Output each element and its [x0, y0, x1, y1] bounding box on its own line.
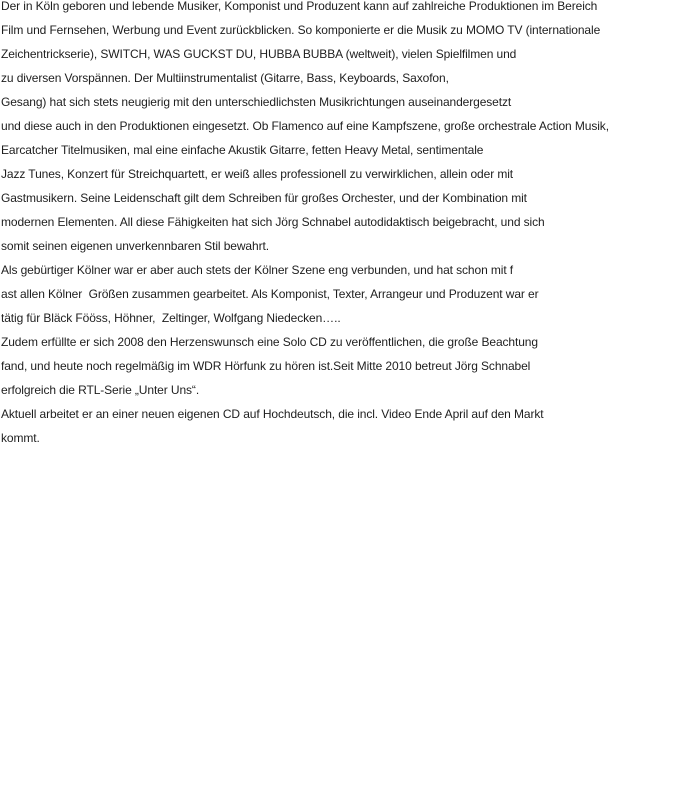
text-line: Gastmusikern. Seine Leidenschaft gilt dem Schreiben für großes Orchester, und der Kombination mit [1, 191, 527, 205]
text-line: Zeichentrickserie), SWITCH, WAS GUCKST DU, HUBBA BUBBA (weltweit), vielen Spielfilmen und [1, 47, 517, 61]
text-line: fand, und heute noch regelmäßig im WDR Hörfunk zu hören ist.Seit Mitte 2010 betreut Jörg Schnabel [1, 359, 531, 373]
text-line: und diese auch in den Produktionen eingesetzt. Ob Flamenco auf eine Kampfszene, große orchestrale Action Musik, [1, 119, 609, 133]
text-line: Earcatcher Titelmusiken, mal eine einfache Akustik Gitarre, fetten Heavy Metal, sentimentale [1, 143, 484, 157]
text-line: Zudem erfüllte er sich 2008 den Herzenswunsch eine Solo CD zu veröffentlichen, die große Beachtung [1, 335, 538, 349]
text-line: Film und Fernsehen, Werbung und Event zurückblicken. So komponierte er die Musik zu MOMO TV (internationale [1, 23, 601, 37]
text-line: Gesang) hat sich stets neugierig mit den unterschiedlichsten Musikrichtungen auseinandergesetzt [1, 95, 512, 109]
text-line: somit seinen eigenen unverkennbaren Stil bewahrt. [1, 239, 269, 253]
text-line: Als gebürtiger Kölner war er aber auch stets der Kölner Szene eng verbunden, und hat schon mit f [1, 263, 514, 277]
text-line: Jazz Tunes, Konzert für Streichquartett, er weiß alles professionell zu verwirklichen, allein oder mit [1, 167, 514, 181]
text-line: Der in Köln geboren und lebende Musiker, Komponist und Produzent kann auf zahlreiche Produktionen im Bereich [1, 0, 598, 13]
text-line: Aktuell arbeitet er an einer neuen eigenen CD auf Hochdeutsch, die incl. Video Ende April auf den Markt [1, 407, 544, 421]
text-line: ast allen Kölner Größen zusammen gearbeitet. Als Komponist, Texter, Arrangeur und Produzent war er [1, 287, 539, 301]
text-line: kommt. [1, 431, 40, 445]
text-line: modernen Elementen. All diese Fähigkeiten hat sich Jörg Schnabel autodidaktisch beigebracht, und sich [1, 215, 545, 229]
text-line: erfolgreich die RTL-Serie „Unter Uns“. [1, 383, 200, 397]
text-line: zu diversen Vorspännen. Der Multiinstrumentalist (Gitarre, Bass, Keyboards, Saxofon, [1, 71, 449, 85]
text-line: tätig für Bläck Fööss, Höhner, Zeltinger, Wolfgang Niedecken….. [1, 311, 341, 325]
